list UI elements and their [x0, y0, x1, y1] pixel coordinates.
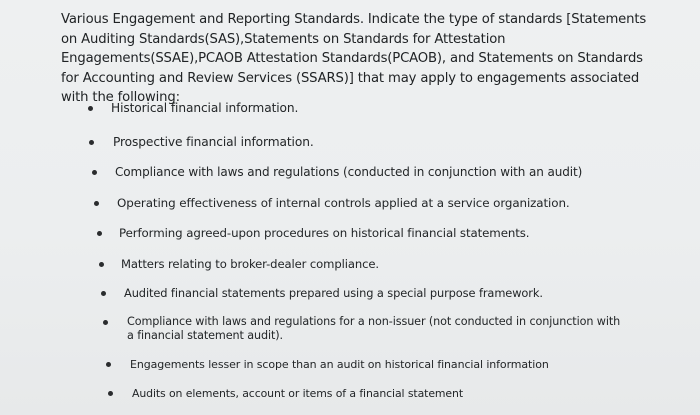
bullet-icon: [92, 170, 97, 175]
bullet-icon: [101, 291, 106, 296]
bullet-icon: [94, 201, 99, 206]
list-item-text: Performing agreed-upon procedures on historical financial statements.: [119, 226, 530, 240]
list-item-text: Audited financial statements prepared using a special purpose framework.: [124, 286, 543, 300]
list-item-text: Historical financial information.: [111, 101, 299, 115]
bullet-icon: [88, 106, 93, 111]
list-item-text: Compliance with laws and regulations for a non-issuer (not conducted in conjunction with a financial statement audit).: [127, 315, 621, 342]
list-item-text: Audits on elements, account or items of a financial statement: [132, 387, 463, 400]
list-item-text: Compliance with laws and regulations (conducted in conjunction with an audit): [115, 165, 583, 179]
bullet-icon: [103, 320, 108, 325]
list-item-text: Matters relating to broker-dealer compliance.: [121, 257, 379, 271]
bullet-icon: [89, 140, 94, 145]
list-item-text: Operating effectiveness of internal controls applied at a service organization.: [117, 196, 570, 210]
list-item-text: Prospective financial information.: [113, 135, 314, 149]
question-intro: Various Engagement and Reporting Standards. Indicate the type of standards [Statements on Auditing Standards(SAS),Statements on Standards for Attestation Engagements(SSAE),PCAOB Attestation Standards(PCAOB), and Statements on Standards for Accounting and Review Services (SSARS)] that may apply to engagements associated with the following:: [61, 12, 647, 105]
bullet-icon: [108, 391, 113, 396]
bullet-icon: [97, 231, 102, 236]
list-item-text: Engagements lesser in scope than an audit on historical financial information: [130, 358, 549, 371]
bullet-icon: [99, 262, 104, 267]
bullet-icon: [106, 362, 111, 367]
